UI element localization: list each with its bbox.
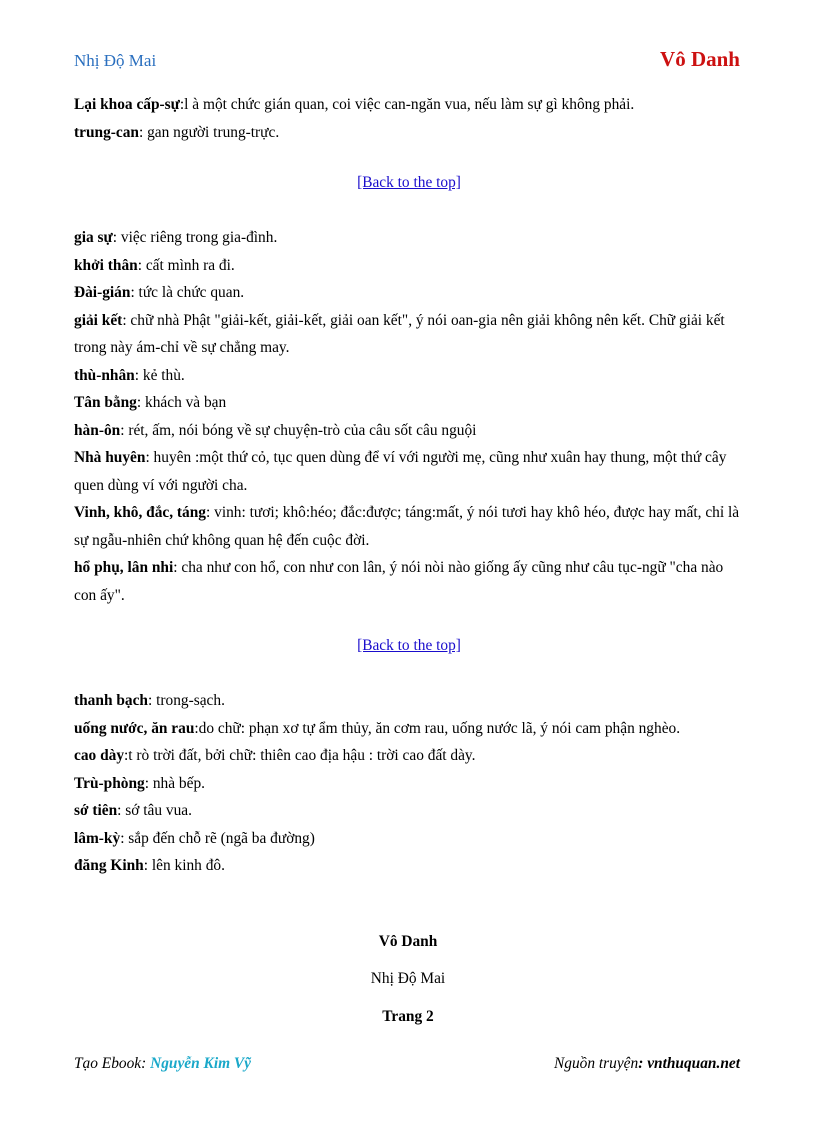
glossary-content <box>74 91 744 880</box>
glossary-term: Tân bằng <box>74 394 137 411</box>
glossary-term: trung-can <box>74 123 139 141</box>
glossary-term: lâm-kỳ <box>74 829 121 847</box>
glossary-entry <box>74 554 744 609</box>
glossary-definition: : chữ nhà Phật "giải-kết, giải-kết, giải oan kết", ý nói oan-gia nên giải không nên kết. Chữ giải kết trong này ám-chỉ về sự chẳng may. <box>74 311 725 356</box>
source-label: Nguồn truyện <box>553 1055 639 1072</box>
glossary-term: cao dày <box>74 747 125 764</box>
glossary-definition: : cất mình ra đi. <box>137 256 235 274</box>
glossary-entry <box>74 252 744 280</box>
glossary-definition: : việc riêng trong gia-đình. <box>112 229 278 246</box>
glossary-entry <box>74 389 744 417</box>
glossary-entry <box>74 499 744 554</box>
glossary-entry <box>74 444 744 499</box>
glossary-term: sớ tiên <box>74 802 118 819</box>
glossary-definition: : rét, ấm, nói bóng về sự chuyện-trò của câu sốt câu nguội <box>120 421 477 439</box>
glossary-term: Nhà huyên <box>74 449 146 466</box>
glossary-definition: :t rò trời đất, bởi chữ: thiên cao địa hậu : trời cao đất dày. <box>124 747 476 764</box>
glossary-term: Vinh, khô, đắc, táng <box>74 504 206 521</box>
ebook-label: Tạo Ebook <box>74 1055 142 1072</box>
glossary-term: uống nước, ăn rau <box>74 719 195 737</box>
glossary-term: giải kết <box>74 311 123 329</box>
glossary-term: Đài-gián <box>74 284 131 301</box>
glossary-definition: : gan người trung-trực. <box>138 123 280 141</box>
header-author: Vô Danh <box>660 47 740 71</box>
ebook-creator-name: Nguyễn Kim Vỹ <box>150 1055 252 1072</box>
footer-page-number: Trang 2 <box>382 1008 434 1025</box>
glossary-entry <box>74 687 744 715</box>
glossary-definition: : khách và bạn <box>136 394 227 411</box>
glossary-definition: : cha như con hổ, con như con lân, ý nói nòi nào giống ấy cũng như câu tục-ngữ "cha nào con ấy". <box>74 559 724 604</box>
glossary-definition: : vinh: tươi; khô:héo; đắc:được; táng:mất, ý nói tươi hay khô héo, được hay mất, chỉ là sự ngẫu-nhiên chứ không quan hệ đến cuộc đời. <box>74 504 740 549</box>
glossary-entry <box>74 852 744 880</box>
glossary-entry <box>74 417 744 445</box>
footer-title: Nhị Độ Mai <box>370 970 446 987</box>
glossary-term: Trù-phòng <box>74 774 145 792</box>
source-site: vnthuquan.net <box>647 1055 740 1072</box>
glossary-definition: : huyên :một thứ cỏ, tục quen dùng để ví với người mẹ, cũng như xuân hay thung, một thứ cây quen dùng ví với người cha. <box>74 449 727 494</box>
glossary-term: thanh bạch <box>74 692 148 709</box>
glossary-entry <box>74 279 744 307</box>
glossary-definition: : sớ tâu vua. <box>117 802 192 819</box>
glossary-section-2 <box>74 224 744 609</box>
header-book-title: Nhị Độ Mai <box>74 51 157 70</box>
footer-source <box>554 1055 740 1073</box>
glossary-term: gia sự <box>74 229 113 246</box>
glossary-entry <box>74 825 744 853</box>
glossary-entry <box>74 91 744 119</box>
glossary-definition: : trong-sạch. <box>148 692 225 709</box>
glossary-term: hàn-ôn <box>74 421 121 439</box>
source-separator: : <box>638 1055 648 1072</box>
glossary-definition: : tức là chức quan. <box>130 284 245 301</box>
glossary-term: Lại khoa cấp-sự <box>74 96 180 113</box>
footer-author: Vô Danh <box>378 933 438 950</box>
ebook-separator: : <box>141 1055 151 1072</box>
glossary-entry <box>74 797 744 825</box>
glossary-entry <box>74 362 744 390</box>
glossary-term: khởi thân <box>74 256 138 274</box>
glossary-section-1 <box>74 91 744 146</box>
glossary-entry <box>74 770 744 798</box>
glossary-definition: :l à một chức gián quan, coi việc can-ngăn vua, nếu làm sự gì không phải. <box>179 96 635 113</box>
glossary-definition: : nhà bếp. <box>144 774 205 792</box>
glossary-definition: :do chữ: phạn xơ tự ẩm thủy, ăn cơm rau, uống nước lã, ý nói cam phận nghèo. <box>194 719 681 737</box>
glossary-section-3 <box>74 687 744 880</box>
glossary-definition: : kẻ thù. <box>134 366 185 384</box>
back-to-top-1 <box>74 173 744 193</box>
glossary-entry <box>74 224 744 252</box>
glossary-term: thù-nhân <box>74 366 135 384</box>
footer-ebook-credit <box>74 1055 251 1073</box>
back-to-top-link[interactable]: [Back to the top] <box>357 174 461 191</box>
glossary-term: hổ phụ, lân nhi <box>74 559 174 576</box>
glossary-definition: : lên kinh đô. <box>143 857 225 874</box>
back-to-top-2 <box>74 636 744 656</box>
back-to-top-link[interactable]: [Back to the top] <box>357 637 461 654</box>
glossary-definition: : sắp đến chỗ rẽ (ngã ba đường) <box>120 829 315 847</box>
glossary-entry <box>74 119 744 147</box>
glossary-entry <box>74 307 744 362</box>
glossary-term: đăng Kinh <box>74 857 144 874</box>
glossary-entry <box>74 715 744 743</box>
glossary-entry <box>74 742 744 770</box>
